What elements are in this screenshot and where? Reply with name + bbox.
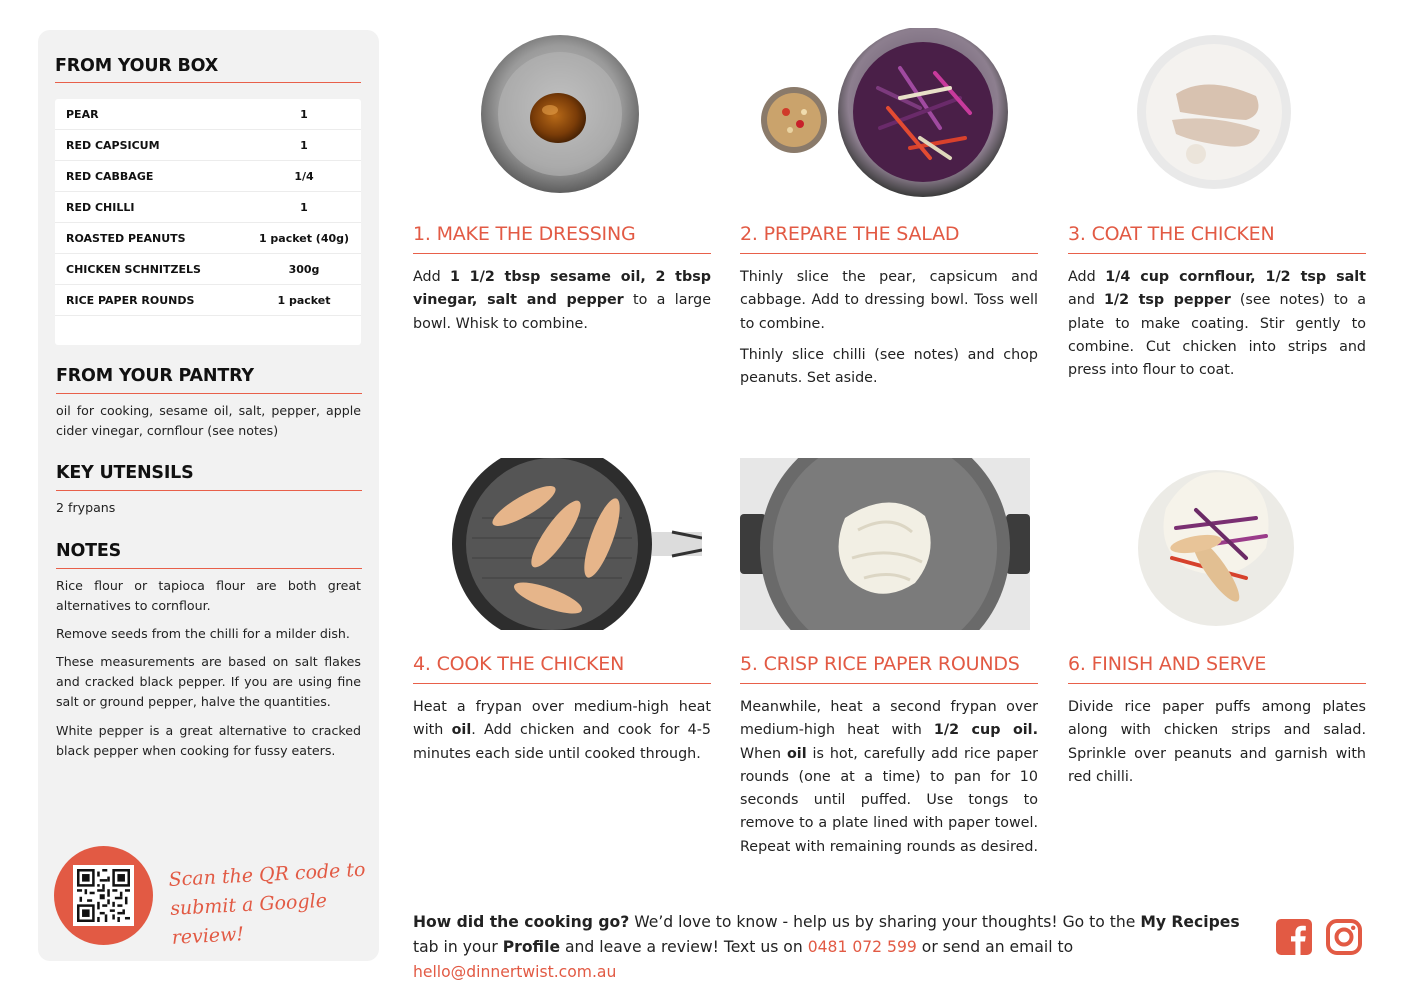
ingredient-qty: 300g: [288, 262, 320, 276]
utensils-text: 2 frypans: [56, 500, 116, 515]
step-6-body: [1068, 696, 1366, 797]
finished-dish-image: [1136, 458, 1296, 630]
step-3-rule: [1068, 253, 1366, 254]
step-4-title: 4. COOK THE CHICKEN: [413, 653, 625, 675]
text-run: Add: [1068, 269, 1106, 285]
table-row: [55, 223, 361, 254]
step-3-title: 3. COAT THE CHICKEN: [1068, 223, 1275, 245]
ingredient-qty: 1: [300, 138, 308, 152]
step-paragraph: [413, 266, 711, 336]
text-run: . Add chicken and cook for 4-5 minutes each side until cooked through.: [413, 722, 711, 762]
contact-text[interactable]: 0481 072 599: [807, 938, 917, 956]
text-run: is hot, carefully add rice paper rounds (one at a time) to pan for 10 seconds until puffed. Use tongs to remove to a plate lined with paper towel. Repeat with remaining rounds as desired.: [740, 745, 1039, 855]
note-item: These measurements are based on salt flakes and cracked black pepper. If you are using fine salt or ground pepper, halve the quantities.: [56, 654, 361, 709]
table-row: [55, 285, 361, 316]
step-paragraph: [1068, 696, 1366, 789]
table-row: [55, 254, 361, 285]
step-3-body: [1068, 266, 1366, 390]
text-run: Add: [413, 269, 450, 285]
step-6-title: 6. FINISH AND SERVE: [1068, 653, 1267, 675]
text-run: Meanwhile, heat a second frypan over medium-high heat with: [740, 699, 1038, 739]
step-paragraph: [413, 696, 711, 766]
qr-code[interactable]: [73, 865, 134, 926]
ingredient-name: RED CAPSICUM: [66, 138, 160, 152]
table-row: [55, 99, 361, 130]
step-1-rule: [413, 253, 711, 254]
qr-code-icon: [77, 869, 130, 922]
bold-text: How did the cooking go?: [413, 913, 630, 931]
note-item: White pepper is a great alternative to cracked black pepper when cooking for fussy eaters.: [56, 723, 361, 758]
step-6-rule: [1068, 683, 1366, 684]
note-item: Remove seeds from the chilli for a milder dish.: [56, 626, 350, 641]
review-footer: [413, 910, 1263, 985]
ingredient-qty: 1 packet (40g): [258, 231, 350, 245]
step-paragraph: [740, 696, 1038, 859]
contact-text[interactable]: hello@dinnertwist.com.au: [413, 963, 617, 981]
utensils-title: KEY UTENSILS: [56, 463, 194, 483]
step-2-rule: [740, 253, 1038, 254]
step-paragraph: [740, 344, 1038, 391]
step-paragraph: [740, 266, 1038, 336]
text-run: tab in your: [413, 938, 503, 956]
text-run: Divide rice paper puffs among plates along with chicken strips and salad. Sprinkle over peanuts and garnish with red chilli.: [1068, 699, 1366, 785]
step-1-title: 1. MAKE THE DRESSING: [413, 223, 636, 245]
ingredient-name: RED CABBAGE: [66, 169, 154, 183]
text-run: and leave a review! Text us on: [560, 938, 808, 956]
coated-chicken-image: [1136, 34, 1292, 190]
note-item: Rice flour or tapioca flour are both great alternatives to cornflour.: [56, 578, 361, 613]
text-run: When: [740, 745, 787, 762]
table-row: [55, 161, 361, 192]
step-2-body: [740, 266, 1038, 398]
bold-text: Profile: [502, 938, 561, 956]
ingredients-table: [55, 99, 361, 345]
ingredient-name: ROASTED PEANUTS: [66, 231, 186, 245]
text-run: Thinly slice the pear, capsicum and cabbage. Add to dressing bowl. Toss well to combine.: [740, 269, 1038, 332]
ingredient-name: PEAR: [66, 107, 99, 121]
pantry-title: FROM YOUR PANTRY: [56, 366, 254, 386]
step-4-rule: [413, 683, 711, 684]
frypan-chicken-image: [452, 458, 702, 630]
bold-text: 1 1/2 tbsp sesame oil, 2 tbsp vinegar, salt and pepper: [413, 269, 711, 309]
text-run: to a large bowl. Whisk to combine.: [413, 292, 711, 332]
box-title-rule: [55, 82, 361, 83]
step-1-body: [413, 266, 711, 344]
table-row: [55, 192, 361, 223]
bold-text: 1/2 tsp pepper: [1103, 292, 1231, 309]
rice-paper-pan-image: [740, 458, 1030, 630]
sidebar: [38, 30, 379, 961]
qr-badge: [54, 846, 153, 945]
salad-bowl-image: [760, 28, 1010, 200]
text-run: and: [1068, 292, 1104, 309]
text-run: We’d love to know - help us by sharing your thoughts! Go to the: [629, 913, 1141, 931]
facebook-icon[interactable]: [1276, 919, 1312, 955]
step-paragraph: [1068, 266, 1366, 382]
text-run: Thinly slice chilli (see notes) and chop peanuts. Set aside.: [740, 346, 1038, 387]
ingredient-name: CHICKEN SCHNITZELS: [66, 262, 201, 276]
ingredient-qty: 1: [300, 200, 308, 214]
notes-rule: [56, 568, 362, 569]
pantry-rule: [56, 393, 362, 394]
pantry-text: oil for cooking, sesame oil, salt, pepper, apple cider vinegar, cornflour (see notes): [56, 403, 361, 438]
step-5-title: 5. CRISP RICE PAPER ROUNDS: [740, 653, 1020, 675]
ingredient-qty: 1/4: [294, 169, 314, 183]
bold-text: oil: [451, 722, 472, 739]
ingredient-qty: 1 packet: [277, 293, 331, 307]
text-run: (see notes) to a plate to make coating. Stir gently to combine. Cut chicken into strips and press into flour to coat.: [1068, 292, 1366, 379]
step-5-body: [740, 696, 1038, 867]
dressing-bowl-image: [480, 34, 640, 194]
table-row: [55, 130, 361, 161]
bold-text: My Recipes: [1140, 913, 1240, 931]
bold-text: 1/2 cup oil.: [933, 722, 1039, 739]
text-run: or send an email to: [916, 938, 1074, 956]
ingredient-qty: 1: [300, 107, 308, 121]
utensils-rule: [56, 490, 362, 491]
step-5-rule: [740, 683, 1038, 684]
box-title: FROM YOUR BOX: [55, 56, 219, 76]
bold-text: 1/4 cup cornflour, 1/2 tsp salt: [1105, 269, 1366, 285]
bold-text: oil: [786, 745, 807, 762]
instagram-icon[interactable]: [1326, 919, 1362, 955]
ingredient-name: RED CHILLI: [66, 200, 135, 214]
ingredient-name: RICE PAPER ROUNDS: [66, 293, 195, 307]
text-run: Heat a frypan over medium-high heat with: [413, 699, 711, 739]
qr-caption: Scan the QR code to submit a Google review!: [168, 858, 366, 949]
step-4-body: [413, 696, 711, 774]
step-2-title: 2. PREPARE THE SALAD: [740, 223, 960, 245]
notes-title: NOTES: [56, 541, 122, 561]
